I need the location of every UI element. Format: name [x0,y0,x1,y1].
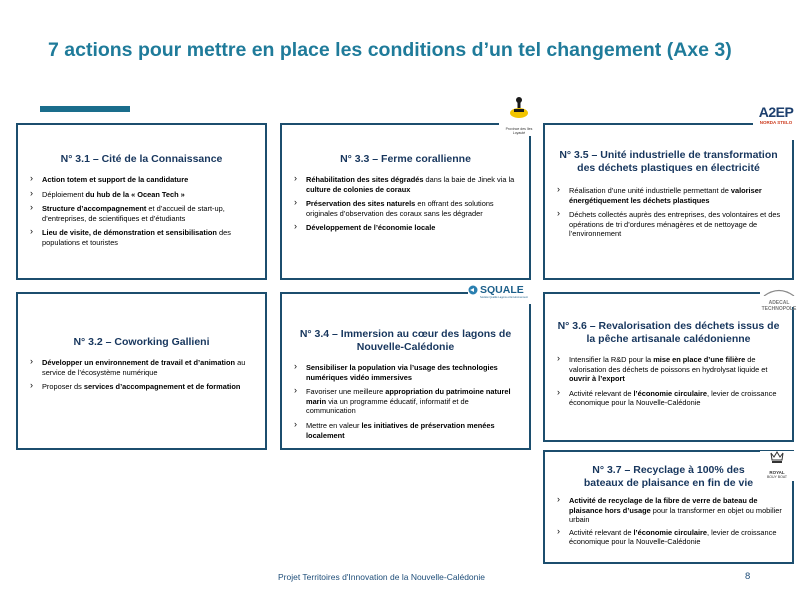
adecal-logo-text: ADECAL TECHNOPOLE [761,300,797,312]
card-3-6 [543,292,794,442]
list-item: › Réhabilitation des sites dégradés dans la baie de Jinek via la culture de colonies de coraux [292,175,519,194]
card-3-5 [543,123,794,280]
list-item: › Mettre en valeur les initiatives de préservation menées localement [292,421,519,440]
list-item: › Activité relevant de l’économie circulaire, levier de croissance économique pour la Nouvelle-Calédonie [555,389,782,408]
page-number: 8 [745,571,751,582]
card-title: N° 3.5 – Unité industrielle de transformation des déchets plastiques en électricité [559,149,778,174]
province-iles-logo [499,96,539,136]
item-list [292,175,519,233]
royal-crest-icon [768,451,786,465]
royal-logo-subtext: BOUY BOAT [766,475,788,479]
card-title: N° 3.4 – Immersion au cœur des lagons de Nouvelle-Calédonie [299,328,512,353]
list-item: › Action totem et support de la candidature [28,175,255,185]
list-item: › Proposer ds services d’accompagnement et de formation [28,382,255,392]
page-title: 7 actions pour mettre en place les conditions d’un tel changement (Axe 3) [48,39,732,61]
adecal-technopole-logo [760,283,798,312]
card-3-4 [280,292,531,450]
list-item: › Favoriser une meilleure appropriation du patrimoine naturel marin via un programme éducatif, informatif et de communication [292,387,519,416]
squale-logo-text: SQUALE [480,284,524,296]
list-item: › Réalisation d’une unité industrielle permettant de valoriser énergétiquement les déchets plastiques [555,186,782,205]
item-list [555,496,782,547]
card-3-3 [280,123,531,280]
list-item: › Intensifier la R&D pour la mise en place d’une filière de valorisation des déchets de poissons en hydrolysat liquide et ouvrir à l’export [555,355,782,384]
list-item: › Structure d’accompagnement et d’accueil de start-up, d’entreprises, de scientifiques et d’étudiants [28,204,255,223]
royal-logo-text: ROYAL [769,470,785,475]
list-item: › Déchets collectés auprès des entreprises, des volontaires et des opérations de tri d’ordures ménagères et de nettoyage de l’environnement [555,210,782,239]
list-item: › Développement de l’économie locale [292,223,519,233]
a2ep-logo [753,104,799,140]
a2ep-logo-text: A2EP [758,104,794,120]
nordastel-logo-text: NORDA STELO [759,120,793,125]
item-list [28,175,255,248]
list-item: › Activité relevant de l’économie circulaire, levier de croissance économique pour la Nouvelle-Calédonie [555,528,782,547]
card-title: N° 3.3 – Ferme corallienne [340,153,471,165]
footer-text: Projet Territoires d'Innovation de la Nouvelle-Calédonie [278,572,486,582]
card-title: N° 3.1 – Cité de la Connaissance [60,153,223,165]
card-3-1 [16,123,267,280]
item-list [555,186,782,239]
list-item: › Sensibiliser la population via l’usage des technologies numériques vidéo immersives [292,363,519,382]
list-item: › Préservation des sites naturels en offrant des solutions originales d’observation des coraux sans les dégrader [292,199,519,218]
item-list [292,363,519,440]
province-emblem-icon [507,96,531,122]
list-item: › Lieu de visite, de démonstration et sensibilisation des populations et touristes [28,228,255,247]
card-3-7 [543,450,794,564]
card-title: N° 3.7 – Recyclage à 100% des bateaux de plaisance en fin de vie [583,464,754,489]
card-title: N° 3.2 – Coworking Gallieni [73,336,210,348]
fish-icon [468,285,478,295]
squale-logo [468,284,532,304]
item-list [28,358,255,392]
adecal-arc-icon [762,288,796,296]
list-item: › Déploiement du hub de la « Ocean Tech » [28,190,255,200]
card-title: N° 3.6 – Revalorisation des déchets issus de la pêche artisanale calédonienne [557,320,780,345]
list-item: › Développer un environnement de travail et d’animation au service de l’écosystème numérique [28,358,255,377]
province-logo-text: Province des îles Loyauté [505,127,533,135]
squale-logo-subtext: Société Qualité Lagons et Environnement [480,296,528,299]
title-accent-bar [40,106,130,112]
royal-bouy-boat-logo [760,451,794,481]
list-item: › Activité de recyclage de la fibre de verre de bateau de plaisance hors d’usage pour la transformer en objet ou mobilier urbain [555,496,782,525]
item-list [555,355,782,408]
card-3-2 [16,292,267,450]
